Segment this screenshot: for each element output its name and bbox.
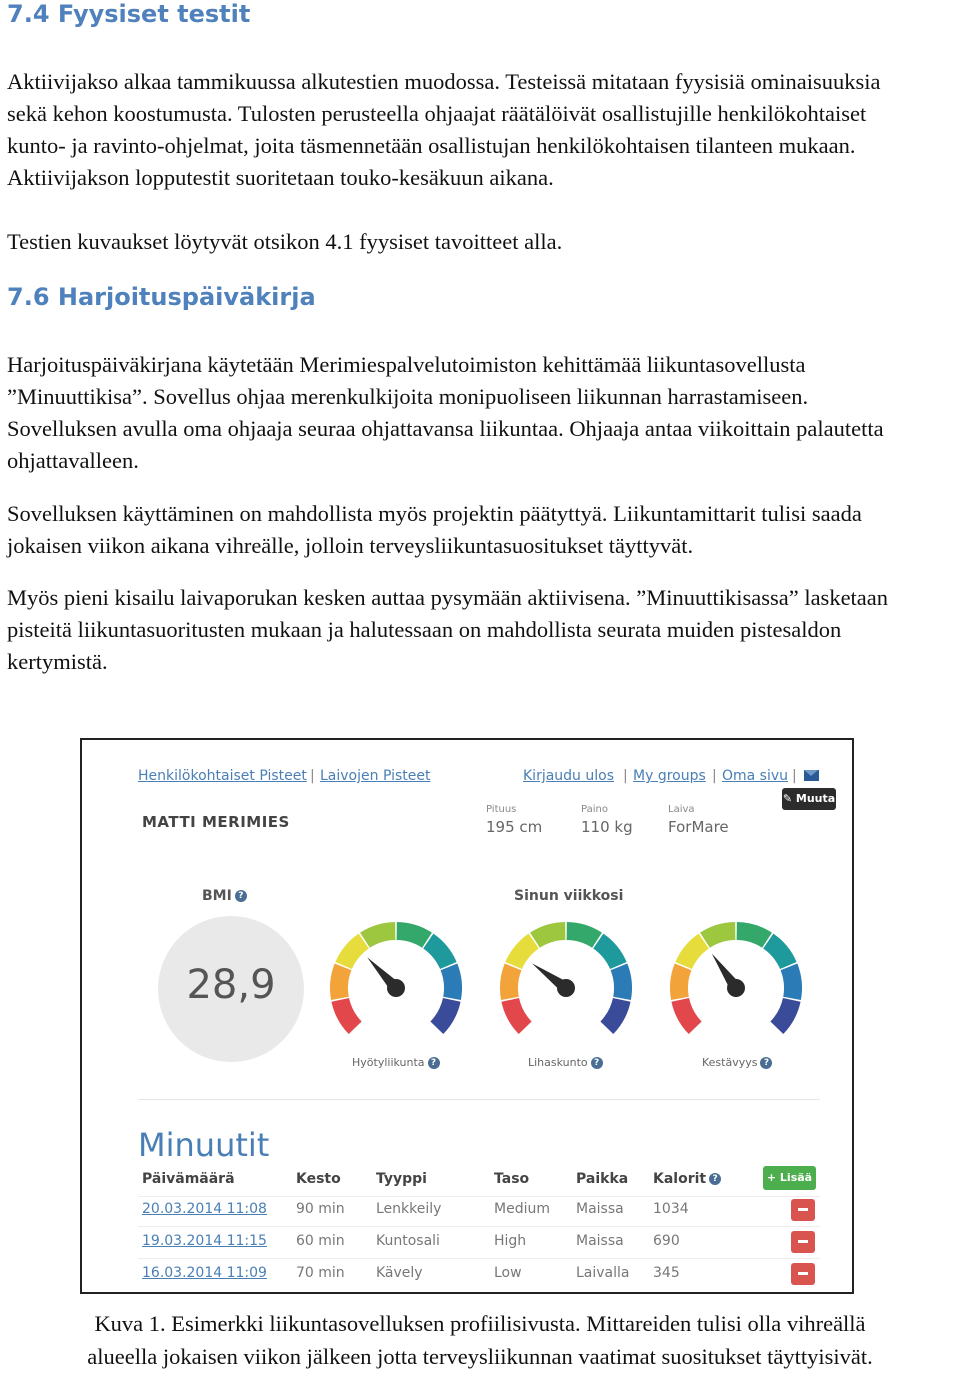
section-divider [138,1099,820,1100]
gauge-hub [727,979,745,997]
gauge-hyotyliikunta [326,918,466,1058]
gauge-segment [600,998,630,1034]
row-1-calories: 1034 [653,1201,689,1217]
col-header-duration: Kesto [296,1171,341,1187]
gauge-segment [441,964,462,1000]
row-2-type: Kuntosali [376,1233,440,1249]
row-2-duration: 60 min [296,1233,345,1249]
col-header-place: Paikka [576,1171,629,1187]
text-line: Testien kuvaukset löytyvät otsikon 4.1 fyysiset tavoitteet alla. [7,229,563,254]
row-3-date-link[interactable]: 16.03.2014 11:09 [142,1265,267,1281]
text-line: kunto- ja ravinto-ohjelmat, joita täsmennetään osallistujan henkilökohtaisen tilanteen mukaan. [7,133,856,158]
gauge-label-kestavyys [702,1056,772,1069]
nav-logout-link[interactable]: Kirjaudu ulos [523,768,614,784]
gauge-segment [335,934,368,969]
nav-personal-points-link[interactable]: Henkilökohtaiset Pisteet [138,768,307,784]
row-1-type: Lenkkeily [376,1201,442,1217]
text-line: Aktiivijakson lopputestit suoritetaan touko-kesäkuun aikana. [7,165,554,190]
gauge-segment [670,964,691,1000]
row-2-level: High [494,1233,527,1249]
bmi-label: BMI [202,888,232,904]
minutes-title: Minuutit [138,1126,270,1164]
table-divider [138,1196,820,1197]
text-line: Harjoituspäiväkirjana käytetään Merimiespalvelutoimiston kehittämää liikuntasovellusta [7,352,806,377]
section-7-6-paragraph-3 [7,582,957,678]
help-icon[interactable]: ? [235,890,247,902]
col-header-calories [653,1171,721,1187]
row-2-delete-button[interactable] [791,1231,815,1253]
row-1-level: Medium [494,1201,550,1217]
nav-separator: | [623,768,628,784]
height-value: 195 cm [486,818,543,836]
gauge-segment [671,998,701,1034]
col-header-type: Tyyppi [376,1171,427,1187]
row-2-place: Maissa [576,1233,624,1249]
help-icon[interactable]: ? [709,1173,721,1185]
gauge-segment [331,998,361,1034]
gauge-segment [770,998,800,1034]
figure-caption [0,1307,960,1373]
text-line: ”Minuuttikisa”. Sovellus ohjaa merenkulkijoita monipuoliseen liikunnan harrastamiseen. [7,384,809,409]
gauge-segment [505,934,538,969]
row-2-calories: 690 [653,1233,680,1249]
gauge-segment [430,998,460,1034]
nav-my-groups-link[interactable]: My groups [633,768,706,784]
col-header-calories-label: Kalorit [653,1171,707,1187]
weight-value: 110 kg [581,818,633,836]
gauge-lihaskunto [496,918,636,1058]
ship-value: ForMare [668,818,729,836]
bmi-heading [202,888,247,904]
add-entry-button[interactable]: + Lisää [763,1166,816,1190]
nav-separator: | [792,768,797,784]
nav-separator: | [712,768,717,784]
caption-line: alueella jokaisen viikon jälkeen jotta terveysliikunnan vaatimat suositukset täyttyisivät. [87,1344,873,1369]
section-7-4-heading: 7.4 Fyysiset testit [7,0,251,28]
text-line: Sovelluksen avulla oma ohjaaja seuraa ohjattavansa liikuntaa. Ohjaaja antaa viikoittain palautetta [7,416,884,441]
col-header-level: Taso [494,1171,530,1187]
gauge-hub [557,979,575,997]
help-icon[interactable]: ? [428,1057,440,1069]
text-line: Myös pieni kisailu laivaporukan kesken auttaa pysymään aktiivisena. ”Minuuttikisassa” lasketaan [7,585,889,610]
gauge-segment [611,964,632,1000]
row-3-calories: 345 [653,1265,680,1281]
table-divider [138,1226,820,1227]
row-1-delete-button[interactable] [791,1199,815,1221]
weight-label: Paino [581,804,608,815]
row-1-place: Maissa [576,1201,624,1217]
gauge-label-text: Lihaskunto [528,1056,588,1069]
row-3-delete-button[interactable] [791,1263,815,1285]
gauge-segment [593,934,626,969]
row-3-duration: 70 min [296,1265,345,1281]
row-1-duration: 90 min [296,1201,345,1217]
row-3-type: Kävely [376,1265,423,1281]
text-line: Sovelluksen käyttäminen on mahdollista myös projektin päätyttyä. Liikuntamittarit tulisi saada [7,501,862,526]
text-line: pisteitä liikuntasuoritusten mukaan ja halutessaan on mahdollista seurata muiden pistesaldon [7,617,842,642]
ship-label: Laiva [668,804,695,815]
gauge-segment [423,934,456,969]
gauge-label-text: Hyötyliikunta [352,1056,425,1069]
nav-my-page-link[interactable]: Oma sivu [722,768,789,784]
section-7-6-heading: 7.6 Harjoituspäiväkirja [7,283,316,311]
table-divider [138,1258,820,1259]
help-icon[interactable]: ? [760,1057,772,1069]
bmi-value: 28,9 [186,962,276,1008]
caption-line: Kuva 1. Esimerkki liikuntasovelluksen profiilisivusta. Mittareiden tulisi olla vihreällä [94,1311,866,1336]
text-line: ohjattavalleen. [7,448,139,473]
week-heading: Sinun viikkosi [514,888,624,904]
gauge-segment [330,964,351,1000]
nav-separator: | [310,768,315,784]
help-icon[interactable]: ? [591,1057,603,1069]
gauge-segment [781,964,802,1000]
gauge-hub [387,979,405,997]
gauge-segment [500,964,521,1000]
col-header-date: Päivämäärä [142,1171,235,1187]
section-7-6-paragraph-2 [7,498,957,562]
gauge-label-lihaskunto [528,1056,603,1069]
text-line: Aktiivijakso alkaa tammikuussa alkutestien muodossa. Testeissä mitataan fyysisiä ominaisuuksia [7,69,881,94]
app-screenshot-figure [80,738,854,1294]
gauge-kestavyys [666,918,806,1058]
row-2-date-link[interactable]: 19.03.2014 11:15 [142,1233,267,1249]
text-line: kertymistä. [7,649,108,674]
row-3-place: Laivalla [576,1265,630,1281]
section-7-6-paragraph-1 [7,349,957,477]
section-7-4-paragraph-1 [7,66,957,194]
edit-profile-button[interactable]: ✎ Muuta [782,788,836,810]
gauge-segment [501,998,531,1034]
section-7-4-paragraph-2 [7,226,957,258]
text-line: jokaisen viikon aikana vihreälle, jolloin terveysliikuntasuositukset täyttyvät. [7,533,694,558]
envelope-icon[interactable] [804,770,819,781]
gauge-label-hyotyliikunta [352,1056,440,1069]
text-line: sekä kehon koostumusta. Tulosten perusteella ohjaajat räätälöivät osallistujille henkilökohtaiset [7,101,867,126]
height-label: Pituus [486,804,517,815]
row-1-date-link[interactable]: 20.03.2014 11:08 [142,1201,267,1217]
edit-profile-label: Muuta [795,792,836,805]
gauge-segment [675,934,708,969]
gauge-label-text: Kestävyys [702,1056,758,1069]
gauge-segment [763,934,796,969]
user-name: MATTI MERIMIES [142,813,290,831]
nav-ship-points-link[interactable]: Laivojen Pisteet [320,768,431,784]
row-3-level: Low [494,1265,522,1281]
